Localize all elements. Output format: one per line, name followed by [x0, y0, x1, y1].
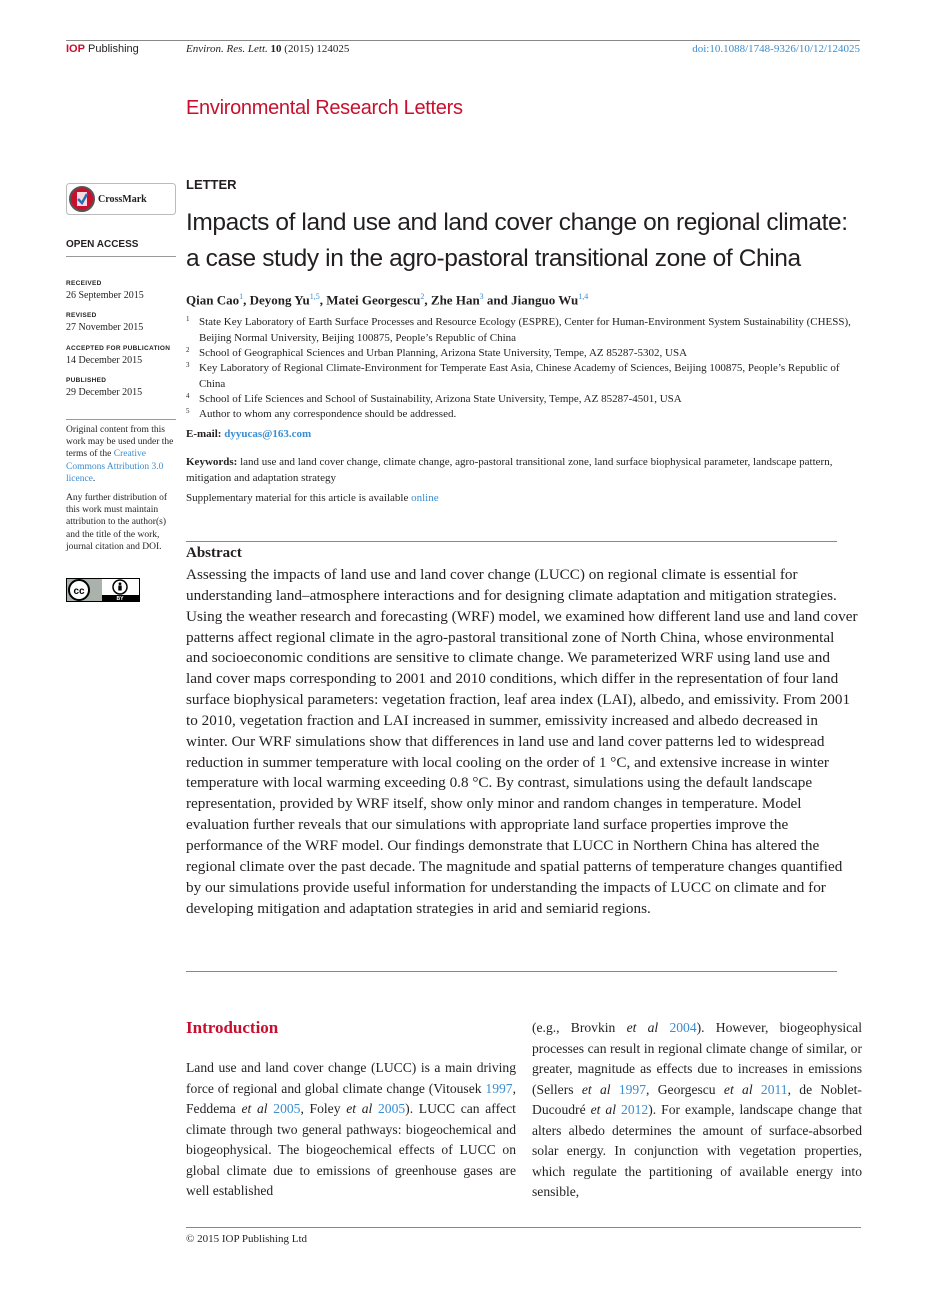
by-label: BY	[116, 596, 124, 602]
citation-link[interactable]: 2004	[669, 1020, 697, 1035]
copyright: © 2015 IOP Publishing Ltd	[186, 1233, 308, 1245]
author-affiliation-ref[interactable]: 3	[479, 292, 484, 301]
introduction-heading: Introduction	[186, 1018, 279, 1037]
author-list	[186, 292, 588, 308]
introduction-left-column	[186, 1058, 516, 1202]
accepted-label: ACCEPTED FOR PUBLICATION	[66, 345, 171, 352]
keywords-text: land use and land cover change, climate change, agro-pastoral transitional zone, land surface biophysical parameter, landscape pattern, mitigation and adaptation strategy	[186, 456, 833, 484]
intro-text: et al	[590, 1102, 617, 1117]
supplementary-link[interactable]: online	[411, 492, 439, 504]
author-affiliation-ref[interactable]: 1	[239, 292, 244, 301]
intro-text: et al	[626, 1020, 659, 1035]
received-label: RECEIVED	[66, 280, 102, 287]
publisher-word: Publishing	[88, 43, 139, 55]
supplementary-line	[186, 492, 439, 504]
keywords-line	[186, 455, 862, 486]
citation-rest: (2015) 124025	[284, 43, 350, 55]
author-separator: ,	[319, 292, 327, 308]
affiliation-number: 3	[186, 361, 190, 369]
intro-text	[611, 1082, 619, 1097]
citation-link[interactable]: 2005	[273, 1101, 301, 1116]
affiliation-text: Key Laboratory of Regional Climate-Environment for Temperate East Asia, Chinese Academy of Sciences, Beijing 100875, People’s Republic of China	[199, 362, 840, 390]
cc-label: cc	[73, 586, 85, 597]
cc-by-badge[interactable]	[66, 578, 140, 602]
intro-text	[753, 1082, 761, 1097]
author-affiliation-ref[interactable]: 2	[420, 292, 425, 301]
author-affiliation-ref[interactable]: 1,4	[578, 292, 589, 301]
author-separator: ,	[243, 292, 250, 308]
intro-text: ). However, biogeophysical processes can result in regional climate change of similar, or greater, magnitude as effects due to increases in emissions (Sellers	[532, 1020, 862, 1097]
crossmark-label: CrossMark	[98, 194, 147, 205]
publisher-logo	[66, 43, 139, 55]
sidebar-rule	[66, 256, 176, 257]
affiliation-5	[186, 407, 866, 423]
author-name: Qian Cao	[186, 292, 240, 308]
revised-label: REVISED	[66, 312, 97, 319]
affiliation-1	[186, 315, 866, 346]
license-post: .	[92, 473, 96, 484]
article-type: LETTER	[186, 177, 237, 192]
keywords-label: Keywords:	[186, 456, 238, 468]
author-name: Zhe Han	[430, 292, 480, 308]
abstract-heading: Abstract	[186, 545, 242, 561]
revised-date: 27 November 2015	[66, 322, 144, 333]
intro-text: et al	[581, 1081, 611, 1097]
email-link[interactable]: dyyucas@163.com	[224, 428, 312, 440]
citation-link[interactable]: 2012	[621, 1102, 649, 1117]
license-link[interactable]: Creative Commons Attribution 3.0 licence	[66, 449, 164, 484]
intro-text: ). For example, landscape change that alters albedo determines the amount of surface-absorbed solar energy. In conjunction with vegetation properties, which regulate the partitioning of available energy into sensible,	[532, 1102, 862, 1199]
journal-citation	[186, 43, 349, 55]
intro-text: et al	[723, 1081, 753, 1097]
author-separator: ,	[424, 292, 431, 308]
author-name: Matei Georgescu	[326, 292, 421, 308]
affiliation-text: State Key Laboratory of Earth Surface Processes and Resource Ecology (ESPRE), Center for Human-Environment System Sustainability (CHESS), Beijing Normal University, Beijing 100875, People’s Republic of China	[199, 316, 851, 344]
sidebar-rule	[66, 419, 176, 420]
doi-link[interactable]: doi:10.1088/1748-9326/10/12/124025	[692, 43, 860, 55]
intro-text: , Foley	[300, 1101, 347, 1116]
affiliation-3	[186, 361, 866, 392]
affiliation-number: 5	[186, 407, 190, 415]
affiliation-number: 2	[186, 346, 190, 354]
license-attribution-text: Any further distribution of this work must maintain attribution to the author(s) and the title of the work, journal citation and DOI.	[66, 493, 168, 552]
citation-link[interactable]: 1997	[618, 1081, 647, 1097]
citation-link[interactable]: 2005	[377, 1101, 406, 1116]
affiliation-2	[186, 346, 866, 362]
citation-journal: Environ. Res. Lett.	[186, 43, 268, 55]
author-name: Deyong Yu	[249, 292, 310, 308]
intro-text: et al	[346, 1101, 373, 1116]
journal-title[interactable]: Environmental Research Letters	[186, 97, 463, 119]
received-date: 26 September 2015	[66, 290, 144, 301]
intro-text: , de Noblet-Ducoudré	[532, 1081, 862, 1117]
license-text	[66, 424, 181, 485]
published-date: 29 December 2015	[66, 387, 143, 398]
accepted-date: 14 December 2015	[66, 355, 143, 366]
affiliation-4	[186, 392, 866, 408]
author-affiliation-ref[interactable]: 1,5	[309, 292, 320, 301]
email-label: E-mail:	[186, 428, 222, 440]
article-title: Impacts of land use and land cover change on regional climate: a case study in the agro-pastoral transitional zone of China	[186, 209, 848, 272]
abstract-rule-top	[186, 541, 837, 542]
published-label: PUBLISHED	[66, 377, 107, 384]
intro-text: , Feddema	[186, 1080, 516, 1116]
email-line	[186, 428, 311, 440]
affiliation-number: 4	[186, 392, 190, 400]
introduction-right-column	[532, 1018, 862, 1203]
affiliation-text: School of Geographical Sciences and Urban Planning, Arizona State University, Tempe, AZ 85287-5302, USA	[199, 347, 688, 359]
intro-text: (e.g., Brovkin	[532, 1020, 627, 1035]
intro-text	[658, 1020, 669, 1035]
citation-link[interactable]: 2011	[760, 1081, 788, 1097]
supplementary-text: Supplementary material for this article is available	[186, 492, 412, 504]
license-pre: Original content from this work may be used under the terms of the	[66, 425, 174, 460]
author-name: Jianguo Wu	[511, 292, 579, 308]
header-rule	[66, 40, 860, 41]
intro-text: ). LUCC can affect climate through two general pathways: biogeochemical and biogeophysical. The biogeochemical effects of LUCC on global climate due to emissions of greenhouse gases are well established	[186, 1101, 516, 1198]
abstract-text: Assessing the impacts of land use and land cover change (LUCC) on regional climate is essential for understanding land–atmosphere interactions and for designing climate adaptation and mitigation strategies. Using the weather research and forecasting (WRF) model, we examined how different land use and land cover patterns affect regional climate in the agro-pastoral transitional zone of North China, whose environmental and socioeconomic conditions are sensitive to climate change. We parameterized WRF using land use and land cover maps corresponding to 2001 and 2010 conditions, which differ in the representation of four land surface biophysical parameters: vegetation fraction, leaf area index (LAI), albedo, and emissivity. From 2001 to 2010, vegetation fraction and LAI increased in summer, emissivity increased and albedo decreased in winter. Our WRF simulations show that differences in land use and land cover patterns led to widespread reduction in summer temperature with local cooling on the order of 1 °C, and extensive increase in winter temperature with local warming exceeding 0.8 °C. By contrast, simulations using the default landscape representation, provided by WRF itself, show only minor and random changes in temperature. Model evaluation further reveals that our simulations with appropriate land surface properties improve the performance of the WRF model. Our findings demonstrate that LUCC in Northern China has altered the regional climate over the past decade. The magnitude and spatial patterns of temperature changes quantified by our simulations provide useful information for understanding the impacts of LUCC on climate and for developing mitigation and adaptation strategies in arid and semiarid regions.	[186, 566, 858, 917]
affiliation-text: Author to whom any correspondence should be addressed.	[199, 408, 457, 420]
intro-text: , Georgescu	[646, 1081, 724, 1097]
affiliation-number: 1	[186, 315, 190, 323]
citation-link[interactable]: 1997	[485, 1080, 513, 1096]
citation-volume: 10	[270, 43, 282, 55]
intro-text: et al	[241, 1101, 268, 1116]
publisher-brand: IOP	[66, 43, 85, 55]
affiliation-text: School of Life Sciences and School of Sustainability, Arizona State University, Tempe, AZ 85287-4501, USA	[199, 393, 682, 405]
intro-text: Land use and land cover change (LUCC) is a main driving force of regional and global climate change (Vitousek	[186, 1060, 516, 1096]
open-access-label: OPEN ACCESS	[66, 239, 139, 250]
footer-rule	[186, 1227, 861, 1228]
abstract-rule-bottom	[186, 971, 837, 972]
author-separator: and	[483, 292, 512, 308]
